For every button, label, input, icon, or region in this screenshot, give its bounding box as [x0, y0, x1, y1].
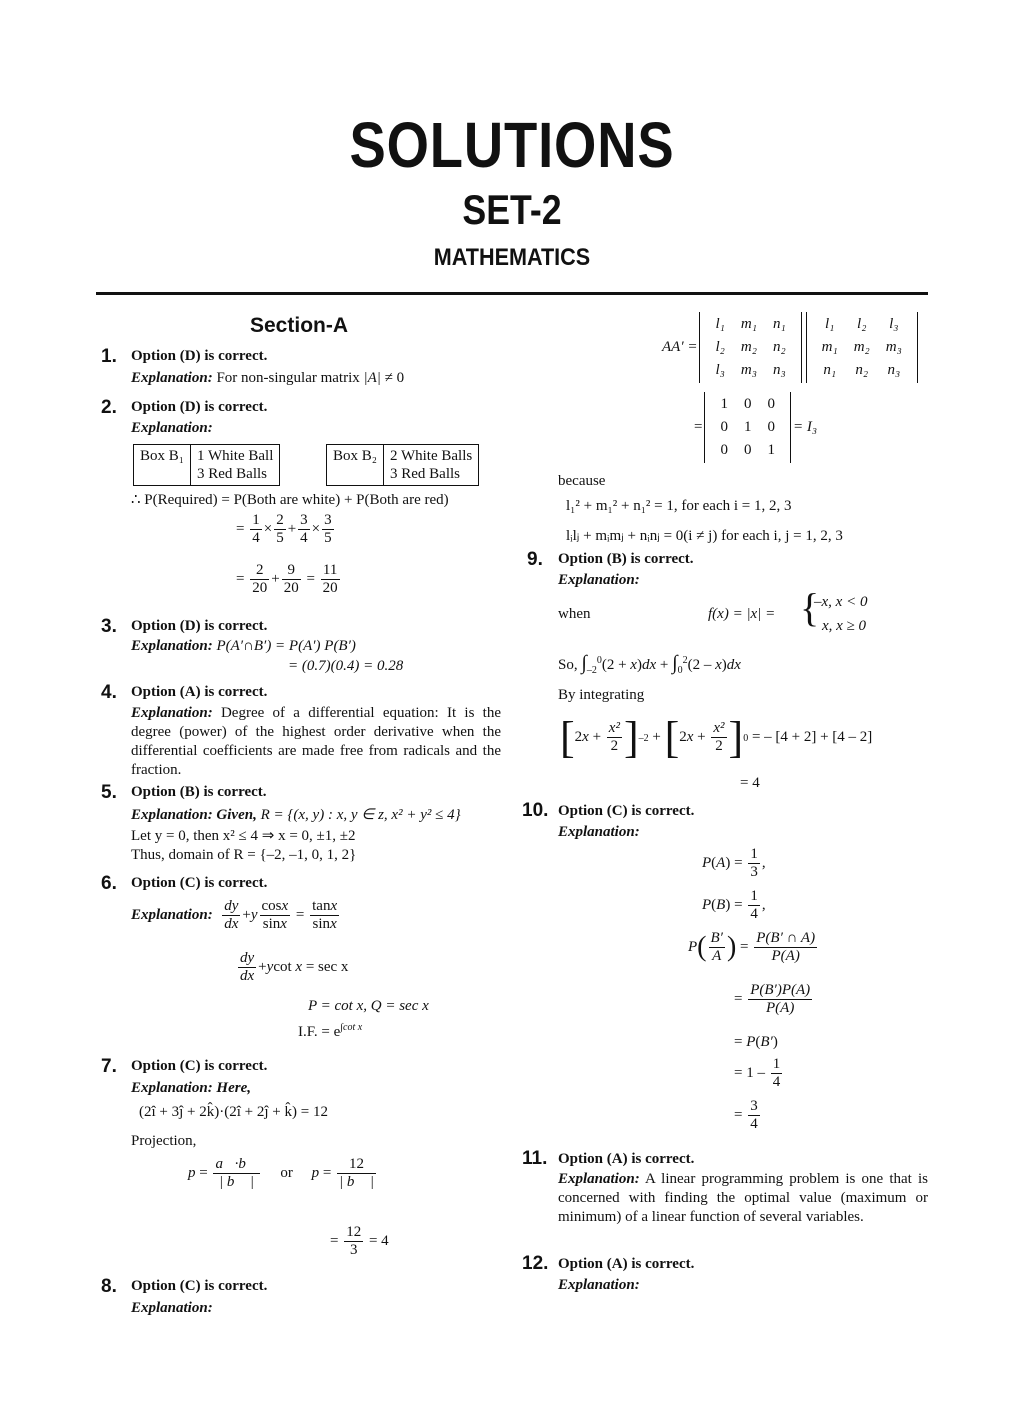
probability-line: ∴ P(Required) = P(Both are white) + P(Both are red)	[131, 492, 449, 508]
question-number: 10.	[522, 800, 549, 821]
equation: = (0.7)(0.4) = 0.28	[288, 658, 404, 674]
function-definition: f(x) = |x| =	[708, 606, 776, 622]
question-number: 6.	[101, 873, 117, 894]
explanation-label: Explanation: Here,	[131, 1080, 252, 1096]
integral-line: So, $\int_{-2}^0(2 + x)dx + \int_0^2(2 - x)dx$	[558, 652, 741, 676]
label-text: when	[558, 606, 591, 622]
set-title: SET-2	[462, 186, 562, 233]
explanation-label: Explanation:	[558, 1171, 640, 1187]
condition-line: lᵢlⱼ + mᵢmⱼ + nᵢnⱼ = 0(i ≠ j) for each i, j = 1, 2, 3	[566, 528, 843, 544]
question-number: 7.	[101, 1056, 117, 1077]
ball-line: 3 Red Balls	[390, 466, 460, 482]
explanation-label: Explanation:	[558, 824, 640, 840]
section-heading: Section-A	[250, 314, 349, 337]
page-title: SOLUTIONS	[349, 109, 675, 181]
option-text: Option (B) is correct.	[131, 784, 267, 800]
equation: P = cot x, Q = sec x	[308, 998, 429, 1014]
label-text: By integrating	[558, 687, 645, 703]
option-text: Option (D) is correct.	[131, 618, 268, 634]
question-number: 9.	[527, 549, 543, 570]
if-exponent: ∫cot x	[340, 1022, 363, 1033]
equation: P(A′∩B′) = P(A′) P(B′)	[216, 638, 356, 654]
explanation-label: Explanation:	[131, 705, 213, 721]
option-text: Option (B) is correct.	[558, 551, 694, 567]
equation: = 1 – $\frac{1}{4}$	[734, 1056, 781, 1090]
explanation-paragraph	[558, 1170, 928, 1227]
question-number: 11.	[522, 1148, 548, 1169]
subject-title: MATHEMATICS	[433, 244, 591, 271]
matrix-a-transpose: l₁ l₂ l₃ m₁ m₂ m₃ n₁ n₂ n₃	[806, 312, 918, 383]
case-line: x, x ≥ 0	[822, 618, 867, 634]
equation-rhs: = sec x	[305, 958, 349, 975]
integrating-factor	[298, 1022, 362, 1041]
option-text: Option (C) is correct.	[131, 875, 268, 891]
explanation-text: Degree of a differential equation: It is the degree (power) of the highest order derivative when the differential coefficients are made free from radicals and the fraction.	[131, 705, 502, 778]
matrix-product	[662, 312, 920, 383]
fraction-line: = $\frac{2}{20}$ + $\frac{9}{20}$ = $\frac{11}{20}$	[236, 562, 338, 596]
identity-label: = I₃	[792, 419, 818, 435]
option-text: Option (A) is correct.	[558, 1151, 695, 1167]
explanation-label: Explanation:	[131, 1300, 213, 1316]
equation: Let y = 0, then x² ≤ 4 ⇒ x = 0, ±1, ±2	[131, 828, 356, 844]
equation: R = {(x, y) : x, y ∈ z, x² + y² ≤ 4}	[260, 807, 461, 823]
explanation-label: Explanation:	[131, 906, 213, 923]
question-number: 12.	[522, 1253, 549, 1274]
option-text: Option (A) is correct.	[558, 1256, 695, 1272]
explanation-label: Explanation:	[131, 420, 213, 436]
equation: = P(B′)	[734, 1034, 778, 1050]
question-number: 4.	[101, 682, 117, 703]
matrix-a: l₁ m₁ n₁ l₂ m₂ n₂ l₃ m₃ n₃	[699, 312, 801, 383]
option-text: Option (C) is correct.	[558, 803, 695, 819]
result: = – [4 + 2] + [4 – 2]	[751, 728, 873, 745]
question-number: 2.	[101, 397, 117, 418]
explanation-text: A linear programming problem is one that is concerned with finding the optimal value (maximum or minimum) of a linear function of several variables.	[558, 1171, 928, 1225]
option-text: Option (D) is correct.	[131, 399, 268, 415]
explanation-label: Explanation:	[131, 370, 213, 386]
explanation-line	[131, 805, 461, 824]
explanation-line	[131, 638, 356, 655]
equation: = $\frac{P(B')P(A)}{P(A)}$	[734, 982, 811, 1016]
explanation-label: Explanation:	[558, 1277, 640, 1293]
equation: P(B) = $\frac{1}{4}$ ,	[702, 888, 766, 922]
question-number: 8.	[101, 1276, 117, 1297]
result: = 4	[368, 1232, 389, 1249]
question-number: 3.	[101, 616, 117, 637]
projection-result: = $\frac{12}{3}$ = 4	[330, 1224, 389, 1258]
integration-result: [2x + $\frac{\text{x²}}{2}$ ]–2 + [2x + $\frac{\text{x²}}{2}$ ]0 = – [4 + 2] + [4 – 2]	[560, 713, 873, 762]
so-label: So,	[558, 657, 578, 673]
equation: $\frac{dy}{dx}$ +ycot x = sec x	[240, 950, 349, 984]
equation: Thus, domain of R = {–2, –1, 0, 1, 2}	[131, 847, 357, 863]
box-label: Box B₁	[134, 445, 191, 486]
explanation-label: Explanation:	[131, 638, 213, 654]
header-rule	[96, 292, 928, 295]
projection-formula: p = $\frac{a⃗\cdot b⃗}{| b⃗ |}$ or p = $\frac{12}{| b⃗ |}$	[188, 1156, 374, 1190]
box-b1-table	[133, 444, 280, 486]
option-text: Option (C) is correct.	[131, 1058, 268, 1074]
result: = 4	[740, 775, 760, 791]
explanation-line: Explanation: For non-singular matrix |A| ≠ 0	[131, 370, 405, 386]
explanation-line: Explanation: $\frac{dy}{dx}$ +y $\frac{\cos x}{\sin x}$ = $\frac{\tan x}{\sin x}$	[131, 898, 338, 932]
equation: = $\frac{3}{4}$	[734, 1098, 758, 1132]
question-number: 1.	[101, 346, 117, 367]
matrix-lhs: AA′ =	[662, 339, 698, 355]
identity-matrix: = 1 0 0 0 1 0 0 0 1 = I₃	[694, 392, 817, 463]
explanation-paragraph	[131, 704, 501, 780]
or-text: or	[280, 1164, 293, 1181]
equation: (2î + 3ĵ + 2k̂)·(2î + 2ĵ + k̂) = 12	[139, 1104, 328, 1120]
label-text: Projection,	[131, 1133, 197, 1149]
question-number: 5.	[101, 782, 117, 803]
ball-line: 3 Red Balls	[197, 466, 267, 482]
ball-line: 1 White Ball	[197, 448, 274, 464]
matrix-identity: 1 0 0 0 1 0 0 0 1	[704, 392, 791, 463]
fraction-line: = $\frac{1}{4}$ × $\frac{2}{5}$ + $\frac{3}{4}$ × $\frac{3}{5}$	[236, 512, 332, 546]
option-text: Option (C) is correct.	[131, 1278, 268, 1294]
label-text: because	[558, 473, 606, 489]
explanation-label: Explanation:	[558, 572, 640, 588]
box-label: Box B₂	[327, 445, 384, 486]
case-line: –x, x < 0	[814, 594, 868, 610]
explanation-label: Explanation: Given,	[131, 807, 257, 823]
if-text: I.F. = e	[298, 1024, 341, 1040]
brace: {	[800, 585, 820, 630]
ball-line: 2 White Balls	[390, 448, 473, 464]
box-b2-table	[326, 444, 479, 486]
equation: P(A) = $\frac{1}{3}$ ,	[702, 846, 766, 880]
option-text: Option (D) is correct.	[131, 348, 268, 364]
condition-line: l₁² + m₁² + n₁² = 1, for each i = 1, 2, 3	[566, 498, 792, 514]
equation: P( $\frac{B'}{A}$ ) = $\frac{P(B' \cap A)}{P(A)}$	[688, 930, 816, 964]
option-text: Option (A) is correct.	[131, 684, 268, 700]
